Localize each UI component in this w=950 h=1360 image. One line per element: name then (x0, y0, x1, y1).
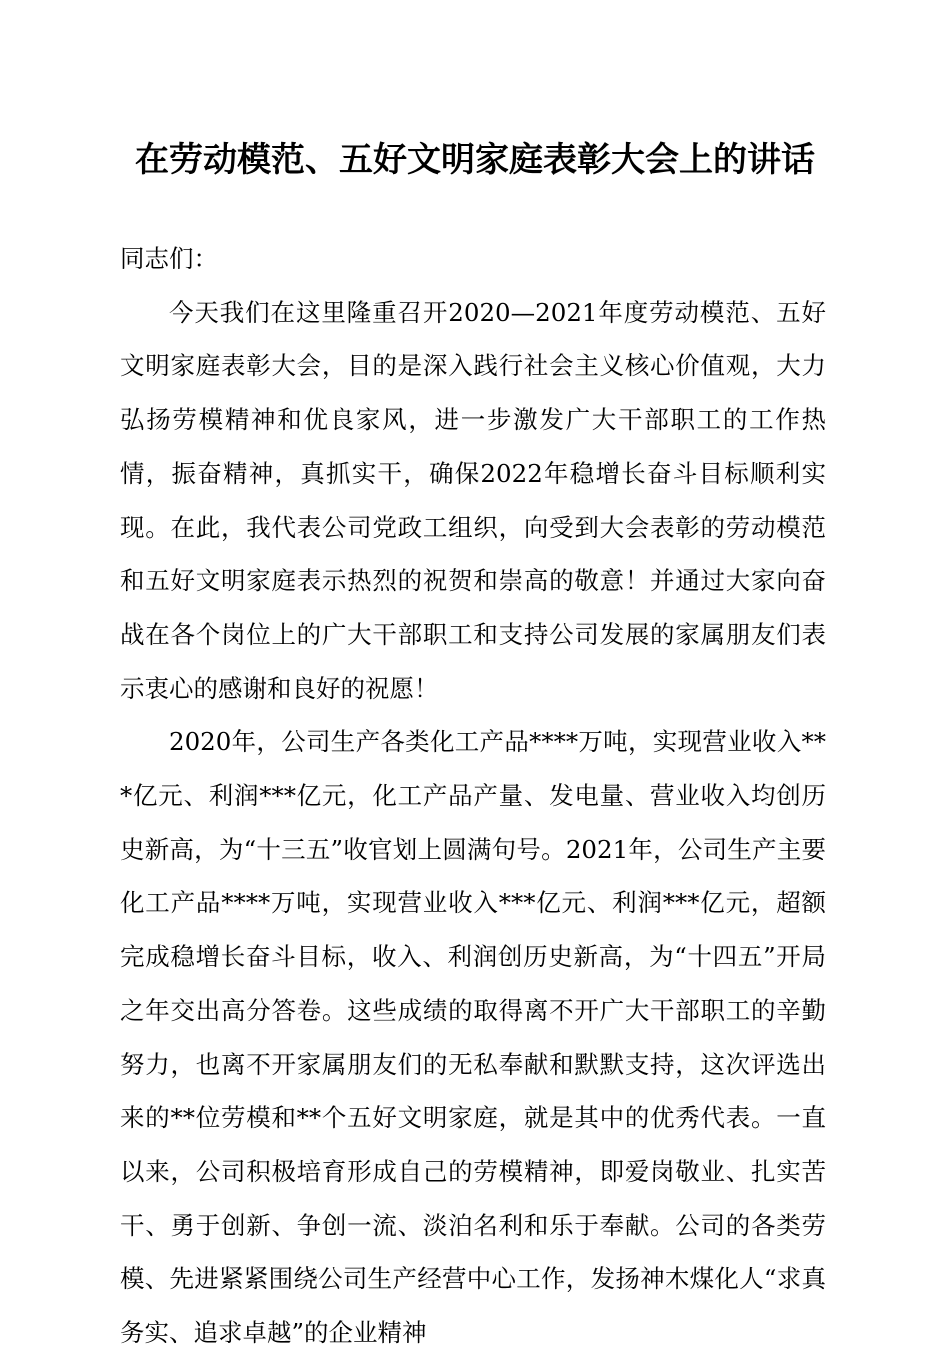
document-body (120, 232, 826, 1360)
document-title: 在劳动模范、五好文明家庭表彰大会上的讲话 (135, 140, 815, 180)
paragraph-opening: 今天我们在这里隆重召开2020—2021年度劳动模范、五好文明家庭表彰大会，目的是深入践行社会主义核心价值观，大力弘扬劳模精神和优良家风，进一步激发广大干部职工的工作热情，振奋精神，真抓实干，确保2022年稳增长奋斗目标顺利实现。在此，我代表公司党政工组织，向受到大会表彰的劳动模范和五好文明家庭表示热烈的祝贺和崇高的敬意！并通过大家向奋战在各个岗位上的广大干部职工和支持公司发展的家属朋友们表示衷心的感谢和良好的祝愿！ (120, 297, 826, 703)
paragraph-achievements: 2020年，公司生产各类化工产品****万吨，实现营业收入***亿元、利润***亿元，化工产品产量、发电量、营业收入均创历史新高，为“十三五”收官划上圆满句号。2021年，公司生产主要化工产品****万吨，实现营业收入***亿元、利润***亿元，超额完成稳增长奋斗目标，收入、利润创历史新高，为“十四五”开局之年交出高分答卷。这些成绩的取得离不开广大干部职工的辛勤努力，也离不开家属朋友们的无私奉献和默默支持，这次评选出来的**位劳模和**个五好文明家庭，就是其中的优秀代表。一直以来，公司积极培育形成自己的劳模精神，即爱岗敬业、扎实苦干、勇于创新、争创一流、淡泊名利和乐于奉献。公司的各类劳模、先进紧紧围绕公司生产经营中心工作，发扬神木煤化人“求真务实、追求卓越”的企业精神 (120, 727, 826, 1348)
salutation: 同志们： (120, 244, 218, 273)
